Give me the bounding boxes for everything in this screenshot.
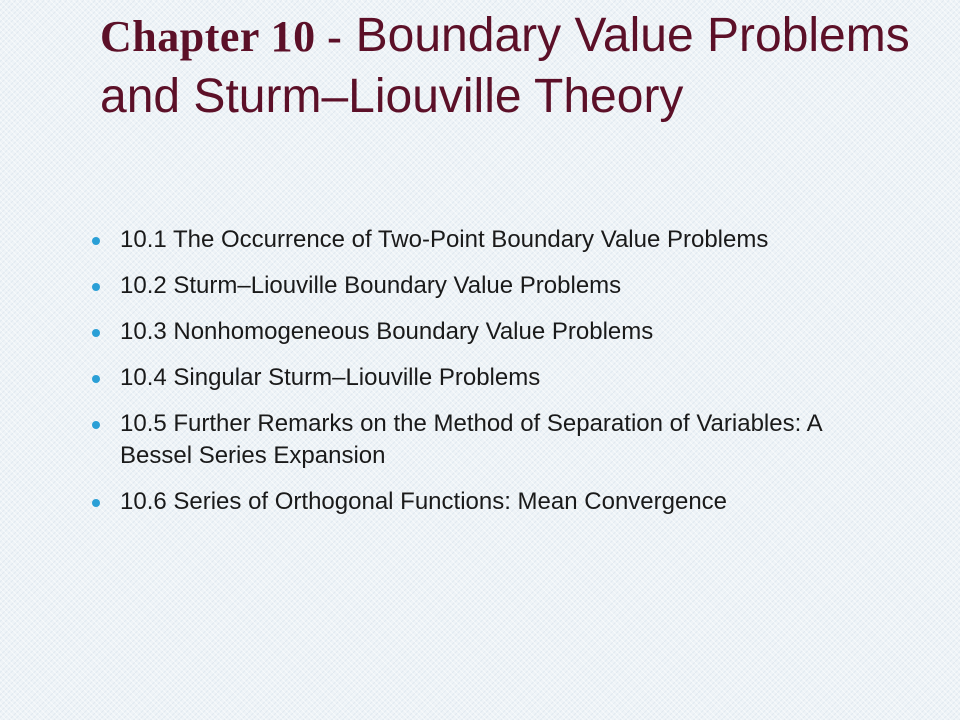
list-item — [92, 408, 892, 472]
list-item — [92, 224, 892, 256]
list-item — [92, 270, 892, 302]
list-item — [92, 486, 892, 518]
list-item — [92, 316, 892, 348]
bullet-dot-icon — [92, 421, 100, 429]
list-item-text: 10.6 Series of Orthogonal Functions: Mean Convergence — [120, 488, 728, 515]
bullet-dot-icon — [92, 499, 100, 507]
title-text: Boundary Value Problems and Sturm–Liouville Theory — [100, 9, 910, 123]
list-item-text: 10.5 Further Remarks on the Method of Separation of Variables: A Bessel Series Expansion — [120, 410, 822, 469]
bullet-dot-icon — [92, 329, 100, 337]
slide-title — [100, 6, 940, 127]
list-item-text: 10.2 Sturm–Liouville Boundary Value Problems — [120, 272, 622, 299]
bullet-dot-icon — [92, 375, 100, 383]
list-item-text: 10.3 Nonhomogeneous Boundary Value Problems — [120, 318, 654, 345]
chapter-label: Chapter 10 - — [100, 12, 343, 61]
list-item-text: 10.1 The Occurrence of Two-Point Boundary Value Problems — [120, 226, 769, 253]
list-item — [92, 362, 892, 394]
bullet-dot-icon — [92, 283, 100, 291]
list-item-text: 10.4 Singular Sturm–Liouville Problems — [120, 364, 541, 391]
section-list — [92, 224, 892, 532]
bullet-dot-icon — [92, 237, 100, 245]
